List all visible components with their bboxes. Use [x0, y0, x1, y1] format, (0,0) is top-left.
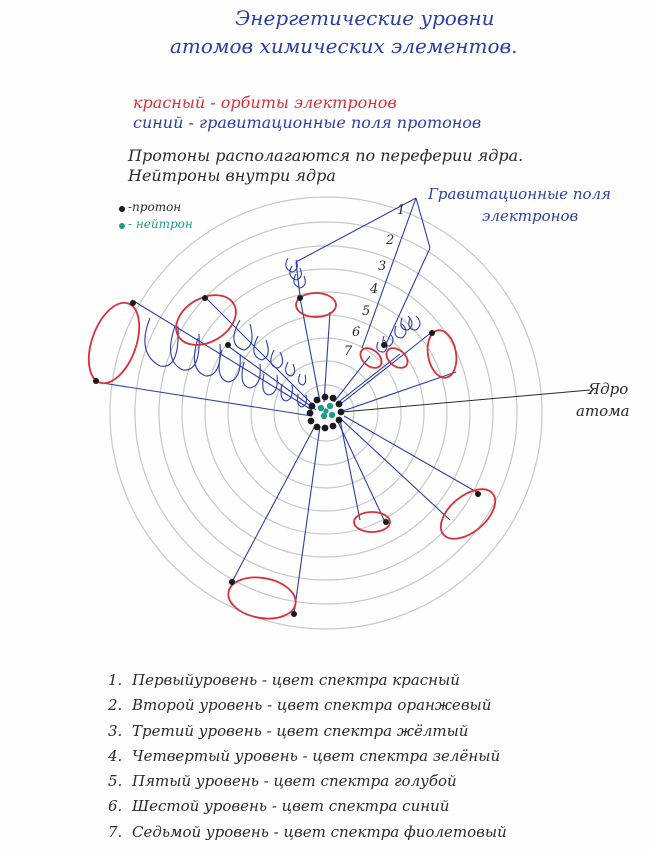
level-list	[108, 668, 507, 845]
list-item: 7. Седьмой уровень - цвет спектра фиолетовый	[108, 822, 507, 841]
list-item: 6. Шестой уровень - цвет спектра синий	[108, 797, 450, 816]
level-number-6: 6	[352, 325, 361, 340]
level-number-5: 5	[362, 304, 371, 319]
proton-dot-legend	[119, 206, 125, 212]
list-item: 5. Пятый уровень - цвет спектра голубой	[108, 772, 457, 791]
title-line-2: атомов химических элементов.	[170, 34, 518, 58]
gravity-fields-label: Гравитационные поля	[428, 185, 611, 203]
list-item: 1. Первыйуровень - цвет спектра красный	[108, 671, 460, 689]
title-line-1: Энергетические уровни	[235, 6, 495, 30]
level-number-3: 3	[378, 259, 387, 274]
level-number-4: 4	[370, 282, 379, 297]
gravity-fields-label-2: электронов	[482, 207, 579, 225]
level-number-1: 1	[397, 203, 406, 218]
nucleus-label-2: атома	[576, 402, 630, 420]
level-number-7: 7	[344, 344, 353, 359]
list-item: 2. Второй уровень - цвет спектра оранжевый	[108, 696, 492, 715]
list-item: 4. Четвертый уровень - цвет спектра зелёный	[108, 746, 501, 765]
nucleus	[307, 394, 345, 432]
level-number-2: 2	[386, 233, 395, 248]
neutron-dot-legend	[119, 223, 125, 229]
note-protons: Протоны располагаются по переферии ядра.	[128, 146, 524, 165]
legend-blue: синий - гравитационные поля протонов	[133, 113, 482, 132]
orbit-protons	[93, 295, 481, 617]
nucleus-label: Ядро	[588, 380, 629, 398]
list-item: 3. Третий уровень - цвет спектра жёлтый	[108, 721, 469, 740]
nucleus-pointer	[342, 390, 590, 412]
legend-red: красный - орбиты электронов	[133, 93, 397, 112]
note-neutrons: Нейтроны внутри ядра	[128, 166, 336, 185]
legend-neutron: - нейтрон	[128, 217, 193, 231]
legend-proton: -протон	[128, 200, 182, 214]
